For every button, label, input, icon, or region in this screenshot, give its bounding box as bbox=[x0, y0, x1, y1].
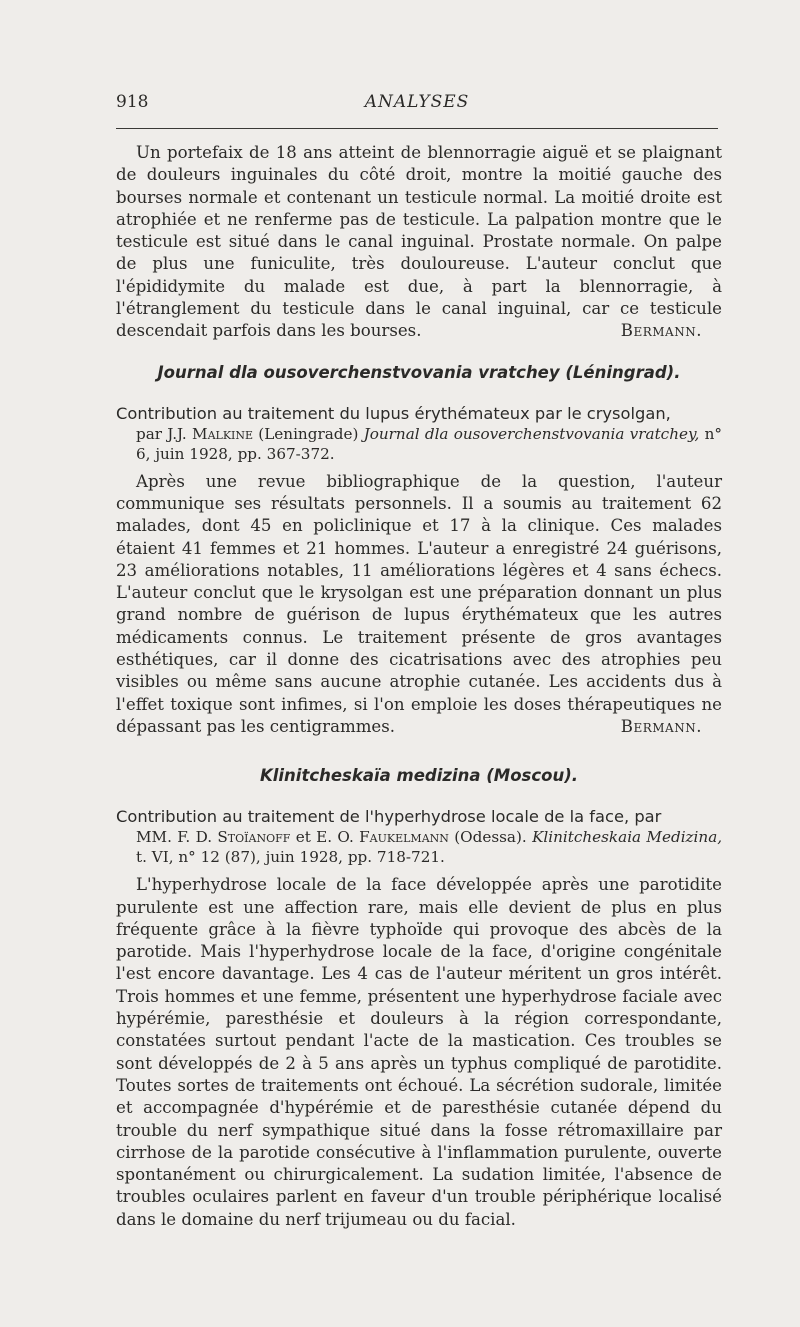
meta-journal-1: Journal dla ousoverchenstvovania vratchey, bbox=[363, 424, 700, 443]
article-meta-1 bbox=[136, 424, 722, 464]
meta-prefix-2: MM. F. D. bbox=[136, 828, 213, 847]
meta-issue-2: t. VI, n° 12 (87), juin 1928, pp. 718-721. bbox=[136, 848, 445, 867]
article-meta-2 bbox=[136, 827, 722, 867]
abstract-paragraph-1 bbox=[116, 142, 722, 343]
article-title-1: Contribution au traitement du lupus érythémateux par le crysolgan, bbox=[116, 403, 671, 423]
page-number: 918 bbox=[116, 92, 149, 112]
signature-1: Bermann. bbox=[620, 321, 702, 341]
meta-place-1: (Leningrade) bbox=[258, 424, 359, 443]
meta-place-2: (Odessa). bbox=[454, 828, 527, 847]
meta-author-2a: Stoïanoff bbox=[217, 828, 291, 847]
abstract-paragraph-3 bbox=[116, 874, 722, 1231]
header-rule bbox=[116, 128, 718, 129]
meta-author-1: Malkine bbox=[192, 424, 254, 443]
journal-heading-2: Klinitcheskaïa medizina (Moscou). bbox=[259, 766, 579, 786]
page-header bbox=[116, 92, 718, 116]
article-title-2: Contribution au traitement de l'hyperhydrose locale de la face, par bbox=[116, 807, 662, 827]
journal-heading-1: Journal dla ousoverchenstvovania vratchey (Léningrad). bbox=[157, 362, 681, 382]
abstract-text-3: L'hyperhydrose locale de la face développée après une parotidite purulente est une affection rare, mais elle devient de plus en plus fréquente grâce à la fièvre typhoïde qui provoque des abcès de la parotide. Mais l'hyperhydrose locale de la face, d'origine congénitale l'est encore davantage. Les 4 cas de l'auteur méritent un gros intérêt. Trois hommes et une femme, présentent une hyperhydrose faciale avec hypérémie, paresthésie et douleurs à la région correspondante, constatées surtout pendant l'acte de la mastication. Ces troubles se sont développés de 2 à 5 ans après un typhus compliqué de parotidite. Toutes sortes de traitements ont échoué. La sécrétion sudorale, limitée et accompagnée d'hypérémie et de paresthésie cutanée dépend du trouble du nerf sympathique situé dans la fosse rétromaxillaire par cirrhose de la parotide consécutive à l'inflammation purulente, ouverte spontanément ou chirurgicalement. La sudation limitée, l'absence de troubles oculaires parlent en faveur d'un trouble périphérique localisé dans le domaine du nerf trijumeau ou du facial. bbox=[116, 875, 722, 1229]
running-title: ANALYSES bbox=[364, 92, 470, 112]
abstract-paragraph-2 bbox=[116, 471, 722, 739]
page-content bbox=[116, 142, 722, 1231]
meta-and-2: et E. O. bbox=[295, 828, 354, 847]
abstract-text-1: Un portefaix de 18 ans atteint de blennorragie aiguë et se plaignant de douleurs inguinales du côté droit, montre la moitié gauche des bourses normale et contenant un testicule normal. La moitié droite est atrophiée et ne renferme pas de testicule. La palpation montre que le testicule est situé dans le canal inguinal. Prostate normale. On palpe de plus une funiculite, très douloureuse. L'auteur conclut que l'épididymite du malade est due, à part la blennorragie, à l'étranglement du testicule dans le canal inguinal, car ce testicule descendait parfois dans les bourses. bbox=[116, 143, 722, 341]
meta-author-2b: Faukelmann bbox=[359, 828, 449, 847]
meta-journal-2: Klinitcheskaia Medizina, bbox=[532, 828, 723, 847]
signature-2: Bermann. bbox=[620, 716, 702, 736]
meta-prefix-1: par J.J. bbox=[136, 424, 187, 443]
meta-issue-1: n° 6, juin 1928, pp. 367-372. bbox=[136, 424, 722, 463]
abstract-text-2: Après une revue bibliographique de la question, l'auteur communique ses résultats personnels. Il a soumis au traitement 62 malades, dont 45 en policlinique et 17 à la clinique. Ces malades étaient 41 femmes et 21 hommes. L'auteur a enregistré 24 guérisons, 23 améliorations notables, 11 améliorations légères et 4 sans échecs. L'auteur conclut que le krysolgan est une préparation donnant un plus grand nombre de guérison de lupus érythémateux que les autres médicaments connus. Le traitement présente de gros avantages esthétiques, car il donne des cicatrisations avec des atrophies peu visibles ou même sans aucune atrophie cutanée. Les accidents dus à l'effet toxique sont infimes, si l'on emploie les doses thérapeutiques ne dépassant pas les centigrammes. bbox=[116, 471, 722, 736]
